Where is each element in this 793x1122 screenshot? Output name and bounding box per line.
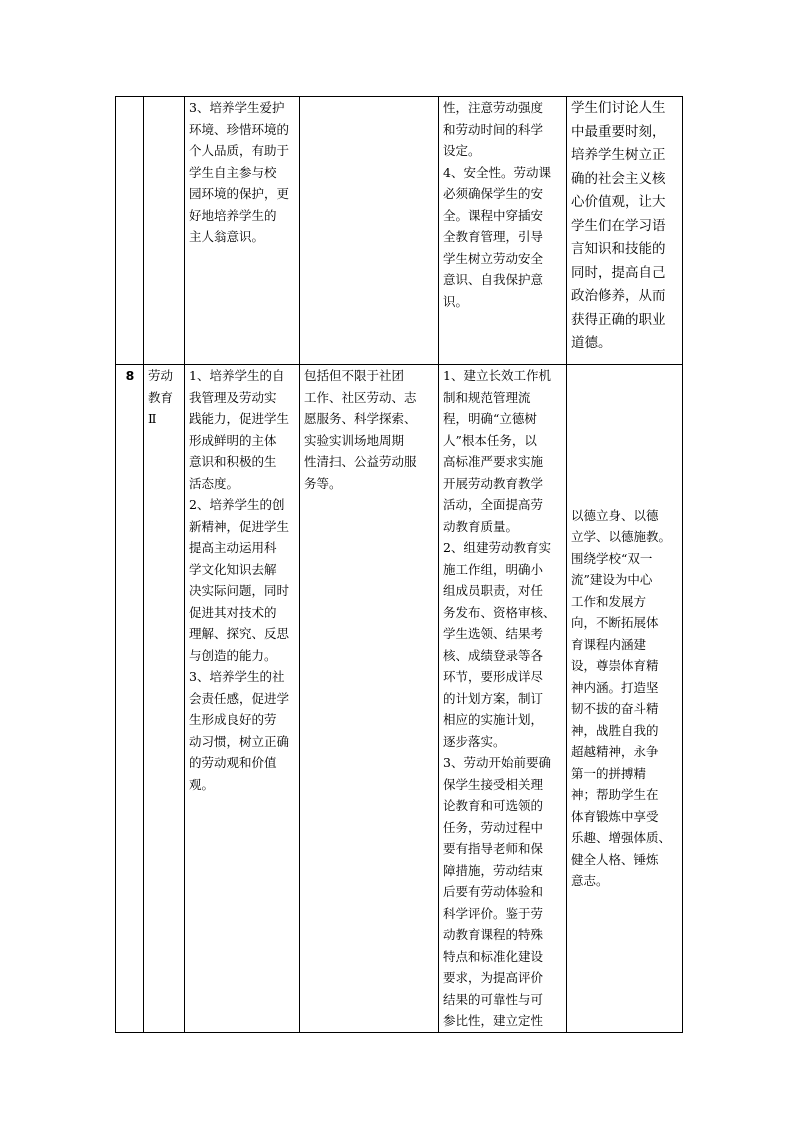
course-name-cell: 劳动 教育 Ⅱ bbox=[144, 365, 185, 1033]
ideology-cell: 学生们讨论人生 中最重要时刻， 培养学生树立正 确的社会主义核 心价值观，让大 学生们在学习语 言知识和技能的 同时，提高自己 政治修养，从而 获得正确的职业 道德。 bbox=[567, 97, 683, 365]
curriculum-table bbox=[115, 96, 683, 1033]
table-row bbox=[116, 365, 683, 1033]
row-number-cell: 8 bbox=[116, 365, 144, 1033]
table-row bbox=[116, 97, 683, 365]
teaching-requirements-cell: 性，注意劳动强度 和劳动时间的科学 设定。 4、安全性。劳动课 必须确保学生的安 全。课程中穿插安 全教育管理，引导 学生树立劳动安全 意识、自我保护意 识。 bbox=[439, 97, 567, 365]
row-number-cell bbox=[116, 97, 144, 365]
teaching-requirements-cell: 1、建立长效工作机 制和规范管理流 程，明确“立德树 人”根本任务，以 高标准严要求实施 开展劳动教育教学 活动，全面提高劳 动教育质量。 2、组建劳动教育实 施工作组，明确小 组成员职责，对任 务发布、资格审核、 学生选领、结果考 核、成绩登录等各 环节，要形成详尽 的计划方案，制订 相应的实施计划， 逐步落实。 3、劳动开始前要确 保学生接受相关理 论教育和可选领的 任务，劳动过程中 要有指导老师和保 障措施，劳动结束 后要有劳动体验和 科学评价。鉴于劳 动教育课程的特殊 特点和标准化建设 要求，为提高评价 结果的可靠性与可 参比性，建立定性 bbox=[439, 365, 567, 1033]
teaching-content-cell: 包括但不限于社团 工作、社区劳动、志 愿服务、科学探索、 实验实训场地周期 性清扫、公益劳动服 务等。 bbox=[300, 365, 439, 1033]
course-name-cell bbox=[144, 97, 185, 365]
teaching-content-cell bbox=[300, 97, 439, 365]
ideology-cell: 以德立身、以德 立学、以德施教。 围绕学校“双一 流”建设为中心 工作和发展方 向，不断拓展体 育课程内涵建 设，尊崇体育精 神内涵。打造坚 韧不拔的奋斗精 神，战胜自我的 超越精神，永争 第一的拼搏精 神；帮助学生在 体育锻炼中享受 乐趣、增强体质、 健全人格、锤炼 意志。 bbox=[567, 365, 683, 1033]
teaching-goal-cell: 1、培养学生的自 我管理及劳动实 践能力，促进学生 形成鲜明的主体 意识和积极的生 活态度。 2、培养学生的创 新精神，促进学生 提高主动运用科 学文化知识去解 决实际问题，同时 促进其对技术的 理解、探究、反思 与创造的能力。 3、培养学生的社 会责任感，促进学 生形成良好的劳 动习惯，树立正确 的劳动观和价值 观。 bbox=[185, 365, 300, 1033]
teaching-goal-cell: 3、培养学生爱护 环境、珍惜环境的 个人品质，有助于 学生自主参与校 园环境的保护，更 好地培养学生的 主人翁意识。 bbox=[185, 97, 300, 365]
